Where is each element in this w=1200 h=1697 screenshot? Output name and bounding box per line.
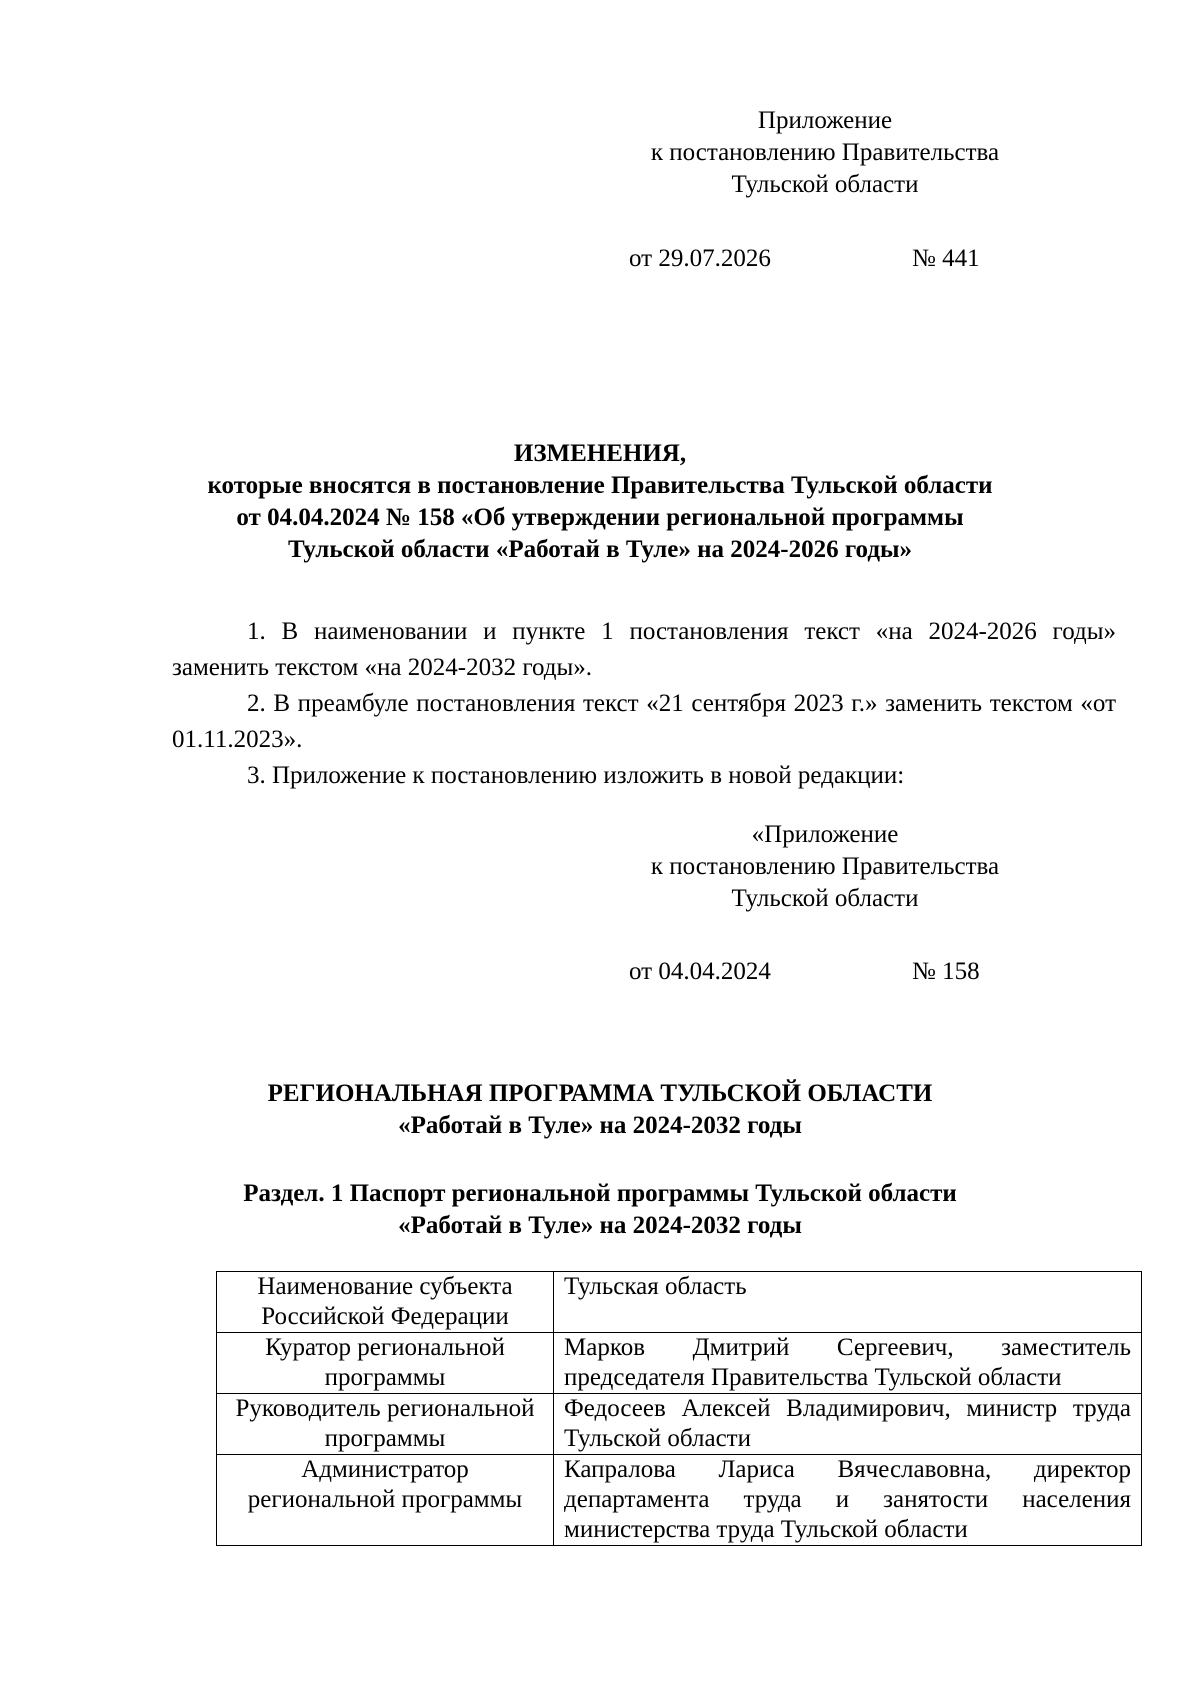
approval-header <box>600 105 1050 201</box>
row-value: Марков Дмитрий Сергеевич, заместитель председателя Правительства Тульской области <box>554 1333 1142 1394</box>
approval-line-3: Тульской области <box>731 171 919 198</box>
quoted-number: № 158 <box>912 958 980 985</box>
change-item: 1. В наименовании и пункте 1 постановления текст «на 2024-2026 годы» заменить текстом «на 2024-2032 годы». <box>172 618 1116 681</box>
row-value: Капралова Лариса Вячеславовна, директор департамента труда и занятости населения министерства труда Тульской области <box>554 1455 1142 1546</box>
passport-table <box>216 1271 1142 1546</box>
row-label: Администратор региональной программы <box>217 1455 554 1546</box>
quoted-line-2: к постановлению Правительства <box>650 853 1000 880</box>
table-row <box>217 1394 1142 1455</box>
changes-title <box>150 438 1050 566</box>
approval-line-2: к постановлению Правительства <box>650 139 1000 166</box>
quoted-line-3: Тульской области <box>731 885 919 912</box>
change-item: 3. Приложение к постановлению изложить в новой редакции: <box>247 762 905 789</box>
change-item: 2. В преамбуле постановления текст «21 сентября 2023 г.» заменить текстом «от 01.11.2023». <box>172 690 1116 753</box>
changes-title-line-4: Тульской области «Работай в Туле» на 2024-2026 годы» <box>288 536 912 563</box>
quoted-approval-header <box>600 819 1050 915</box>
program-title <box>150 1078 1050 1142</box>
row-value: Федосеев Алексей Владимирович, министр труда Тульской области <box>554 1394 1142 1455</box>
quoted-date: от 04.04.2024 <box>629 958 771 985</box>
approval-date: от 29.07.2026 <box>629 245 771 272</box>
section-title-line-2: «Работай в Туле» на 2024-2032 годы <box>398 1212 802 1239</box>
row-label: Куратор региональной программы <box>217 1333 554 1394</box>
quoted-line-1: «Приложение <box>751 821 899 848</box>
row-value: Тульская область <box>554 1272 1142 1333</box>
approval-line-1: Приложение <box>757 107 893 134</box>
program-title-line-2: «Работай в Туле» на 2024-2032 годы <box>398 1112 802 1139</box>
approval-number: № 441 <box>912 245 980 272</box>
changes-title-line-3: от 04.04.2024 № 158 «Об утверждении региональной программы <box>236 504 964 531</box>
row-label: Наименование субъекта Российской Федерации <box>217 1272 554 1333</box>
changes-list <box>172 614 1116 794</box>
section-title <box>150 1178 1050 1242</box>
table-row <box>217 1455 1142 1546</box>
section-title-line-1: Раздел. 1 Паспорт региональной программы Тульской области <box>243 1180 957 1207</box>
changes-title-line-2: которые вносятся в постановление Правительства Тульской области <box>207 472 993 499</box>
changes-title-line-1: ИЗМЕНЕНИЯ, <box>513 440 687 467</box>
row-label: Руководитель региональной программы <box>217 1394 554 1455</box>
table-row <box>217 1333 1142 1394</box>
table-row <box>217 1272 1142 1333</box>
program-title-line-1: РЕГИОНАЛЬНАЯ ПРОГРАММА ТУЛЬСКОЙ ОБЛАСТИ <box>267 1080 933 1107</box>
